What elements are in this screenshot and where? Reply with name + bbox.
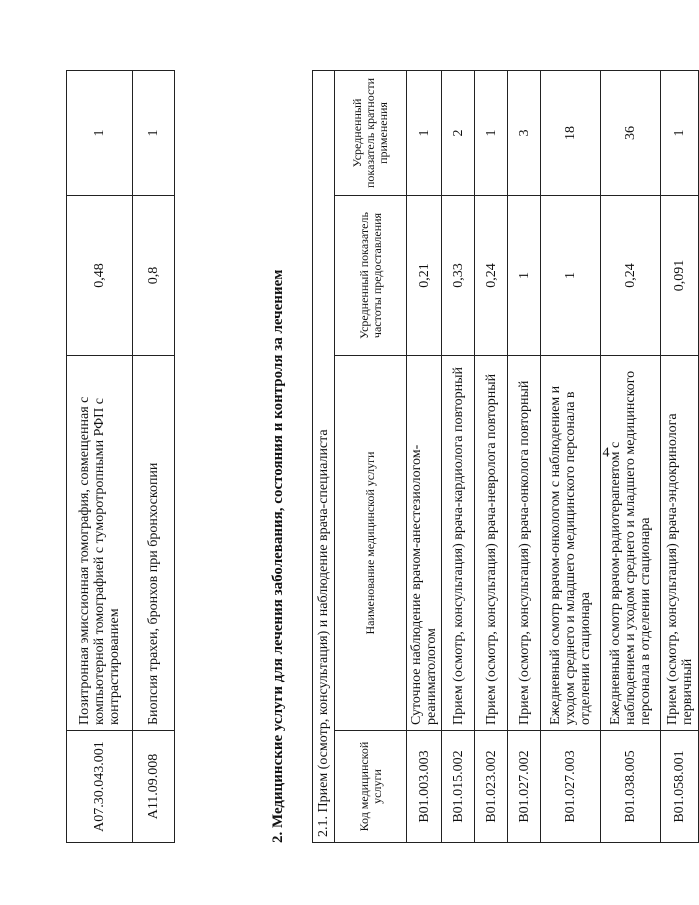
table-row <box>601 70 661 842</box>
service-name: Позитронная эмиссионная томография, совмещенная с компьютерной томографией с туморотропными РФП с контрастированием <box>67 356 133 731</box>
service-code: B01.023.002 <box>475 731 508 843</box>
frequency-value: 0,33 <box>442 196 475 356</box>
top-services-table <box>66 70 175 843</box>
header-multiplicity: Усредненный показатель кратности применения <box>335 70 407 195</box>
header-code: Код медицинской услуги <box>335 731 407 843</box>
service-name: Ежедневный осмотр врачом-радиотерапевтом с наблюдением и уходом среднего и младшего медицинского персонала в отделении стационара <box>601 356 661 731</box>
multiplicity-value: 1 <box>661 70 699 195</box>
frequency-value: 0,24 <box>475 196 508 356</box>
frequency-value: 0,8 <box>133 196 175 356</box>
frequency-value: 0,24 <box>601 196 661 356</box>
frequency-value: 0,091 <box>661 196 699 356</box>
service-code: A07.30.043.001 <box>67 731 133 843</box>
table-row <box>475 70 508 842</box>
service-name: Биопсия трахеи, бронхов при бронхоскопии <box>133 356 175 731</box>
service-name: Прием (осмотр, консультация) врача-эндокринолога первичный <box>661 356 699 731</box>
service-code: B01.027.002 <box>508 731 541 843</box>
service-name: Прием (осмотр, консультация) врача-онколога повторный <box>508 356 541 731</box>
multiplicity-value: 1 <box>407 70 442 195</box>
table-row <box>407 70 442 842</box>
specialist-services-table <box>312 70 699 843</box>
table-row <box>442 70 475 842</box>
header-frequency: Усредненный показатель частоты предоставления <box>335 196 407 356</box>
multiplicity-value: 1 <box>475 70 508 195</box>
table-caption-row <box>313 70 335 842</box>
service-name: Ежедневный осмотр врачом-онкологом с наблюдением и уходом среднего и младшего медицинского персонала в отделении стационара <box>541 356 601 731</box>
service-code: B01.027.003 <box>541 731 601 843</box>
service-code: A11.09.008 <box>133 731 175 843</box>
service-name: Прием (осмотр, консультация) врача-невролога повторный <box>475 356 508 731</box>
service-code: B01.015.002 <box>442 731 475 843</box>
header-name: Наименование медицинской услуги <box>335 356 407 731</box>
service-code: B01.003.003 <box>407 731 442 843</box>
frequency-value: 0,48 <box>67 196 133 356</box>
service-name: Суточное наблюдение врачом-анестезиологом-реаниматологом <box>407 356 442 731</box>
table-row <box>133 71 175 843</box>
multiplicity-value: 36 <box>601 70 661 195</box>
table-row <box>541 70 601 842</box>
page-number: 4 <box>602 445 610 461</box>
multiplicity-value: 3 <box>508 70 541 195</box>
table-row <box>508 70 541 842</box>
service-name: Прием (осмотр, консультация) врача-кардиолога повторный <box>442 356 475 731</box>
service-code: B01.038.005 <box>601 731 661 843</box>
multiplicity-value: 18 <box>541 70 601 195</box>
frequency-value: 0,21 <box>407 196 442 356</box>
subsection-caption: 2.1. Прием (осмотр, консультация) и наблюдение врача-специалиста <box>313 70 335 842</box>
table-row <box>661 70 699 842</box>
multiplicity-value: 2 <box>442 70 475 195</box>
multiplicity-value: 1 <box>133 71 175 196</box>
section-title: 2. Медицинские услуги для лечения заболевания, состояния и контроля за лечением <box>270 269 286 843</box>
multiplicity-value: 1 <box>67 71 133 196</box>
table-header-row <box>335 70 407 842</box>
frequency-value: 1 <box>508 196 541 356</box>
service-code: B01.058.001 <box>661 731 699 843</box>
table-row <box>67 71 133 843</box>
frequency-value: 1 <box>541 196 601 356</box>
